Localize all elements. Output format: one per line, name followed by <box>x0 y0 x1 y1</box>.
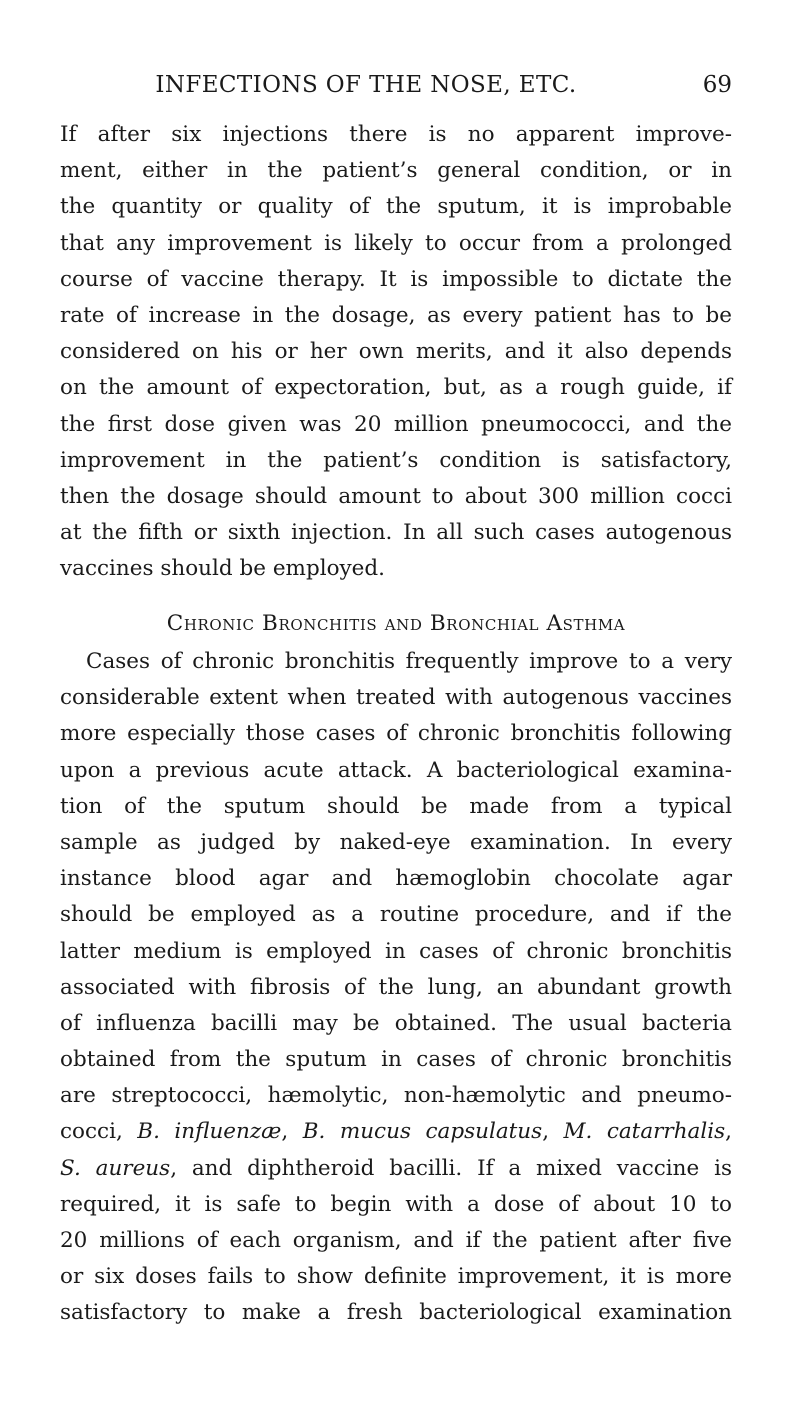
text-line: considered on his or her own merits, and it also depends <box>60 339 732 365</box>
running-head: INFECTIONS OF THE NOSE, ETC. <box>155 72 577 98</box>
text-line: that any improvement is likely to occur from a prolonged <box>60 230 732 256</box>
text-line: of influenza bacilli may be obtained. The usual bacteria <box>60 1010 732 1036</box>
text-line: are streptococci, hæmolytic, non-hæmolytic and pneumo- <box>60 1083 732 1109</box>
text-line: tion of the sputum should be made from a typical <box>60 793 732 819</box>
text-line-organisms <box>60 1151 732 1187</box>
text-span: , <box>542 1119 564 1145</box>
text-line: sample as judged by naked-eye examination. In every <box>60 829 732 855</box>
text-span: cocci, <box>60 1119 138 1145</box>
text-line: obtained from the sputum in cases of chronic bronchitis <box>60 1047 732 1073</box>
section-heading: Chronic Bronchitis and Bronchial Asthma <box>166 611 626 636</box>
text-line: vaccines should be employed. <box>60 556 385 582</box>
text-line: then the dosage should amount to about 300 million cocci <box>60 483 732 509</box>
text-line: improvement in the patient’s condition is satisfactory, <box>60 447 732 473</box>
text-line: on the amount of expectoration, but, as a rough guide, if <box>60 375 732 401</box>
text-line: instance blood agar and hæmoglobin chocolate agar <box>60 866 732 892</box>
page-number: 69 <box>702 72 732 98</box>
organism-name: S. aureus <box>60 1155 171 1181</box>
text-line: Cases of chronic bronchitis frequently improve to a very <box>86 649 732 674</box>
paragraph-chronic-bronchitis <box>60 644 732 1332</box>
text-line: If after six injections there is no apparent improve- <box>60 122 732 147</box>
text-span: , <box>725 1119 732 1145</box>
text-line: upon a previous acute attack. A bacteriological examina- <box>60 757 732 783</box>
text-line: ment, either in the patient’s general condition, or in <box>60 158 732 184</box>
text-line: latter medium is employed in cases of chronic bronchitis <box>60 938 732 964</box>
text-line: the quantity or quality of the sputum, it is improbable <box>60 194 732 220</box>
page-header <box>60 68 732 102</box>
text-line: satisfactory to make a fresh bacteriological examination <box>60 1300 732 1326</box>
book-page <box>60 0 732 1402</box>
text-span: , and diphtheroid bacilli. If a mixed vaccine is <box>170 1155 732 1181</box>
text-line: the first dose given was 20 million pneumococci, and the <box>60 411 732 437</box>
text-line-organisms <box>60 1114 732 1150</box>
text-line: more especially those cases of chronic bronchitis following <box>60 721 732 747</box>
text-line: should be employed as a routine procedure, and if the <box>60 902 732 928</box>
text-line: course of vaccine therapy. It is impossible to dictate the <box>60 266 732 292</box>
organism-name: B. influenzæ <box>137 1119 282 1145</box>
text-line: at the fifth or sixth injection. In all such cases autogenous <box>60 520 732 546</box>
text-line: associated with fibrosis of the lung, an abundant growth <box>60 974 732 1000</box>
text-line: rate of increase in the dosage, as every patient has to be <box>60 302 732 328</box>
organism-name: M. catarrhalis <box>563 1119 726 1145</box>
text-line: considerable extent when treated with autogenous vaccines <box>60 685 732 711</box>
organism-name: B. mucus capsulatus <box>302 1119 543 1145</box>
paragraph-vaccine-dosage <box>60 117 732 587</box>
text-line: or six doses fails to show definite improvement, it is more <box>60 1264 732 1290</box>
text-span: , <box>281 1119 303 1145</box>
text-line: required, it is safe to begin with a dose of about 10 to <box>60 1191 732 1217</box>
text-line: 20 millions of each organism, and if the patient after five <box>60 1228 732 1253</box>
